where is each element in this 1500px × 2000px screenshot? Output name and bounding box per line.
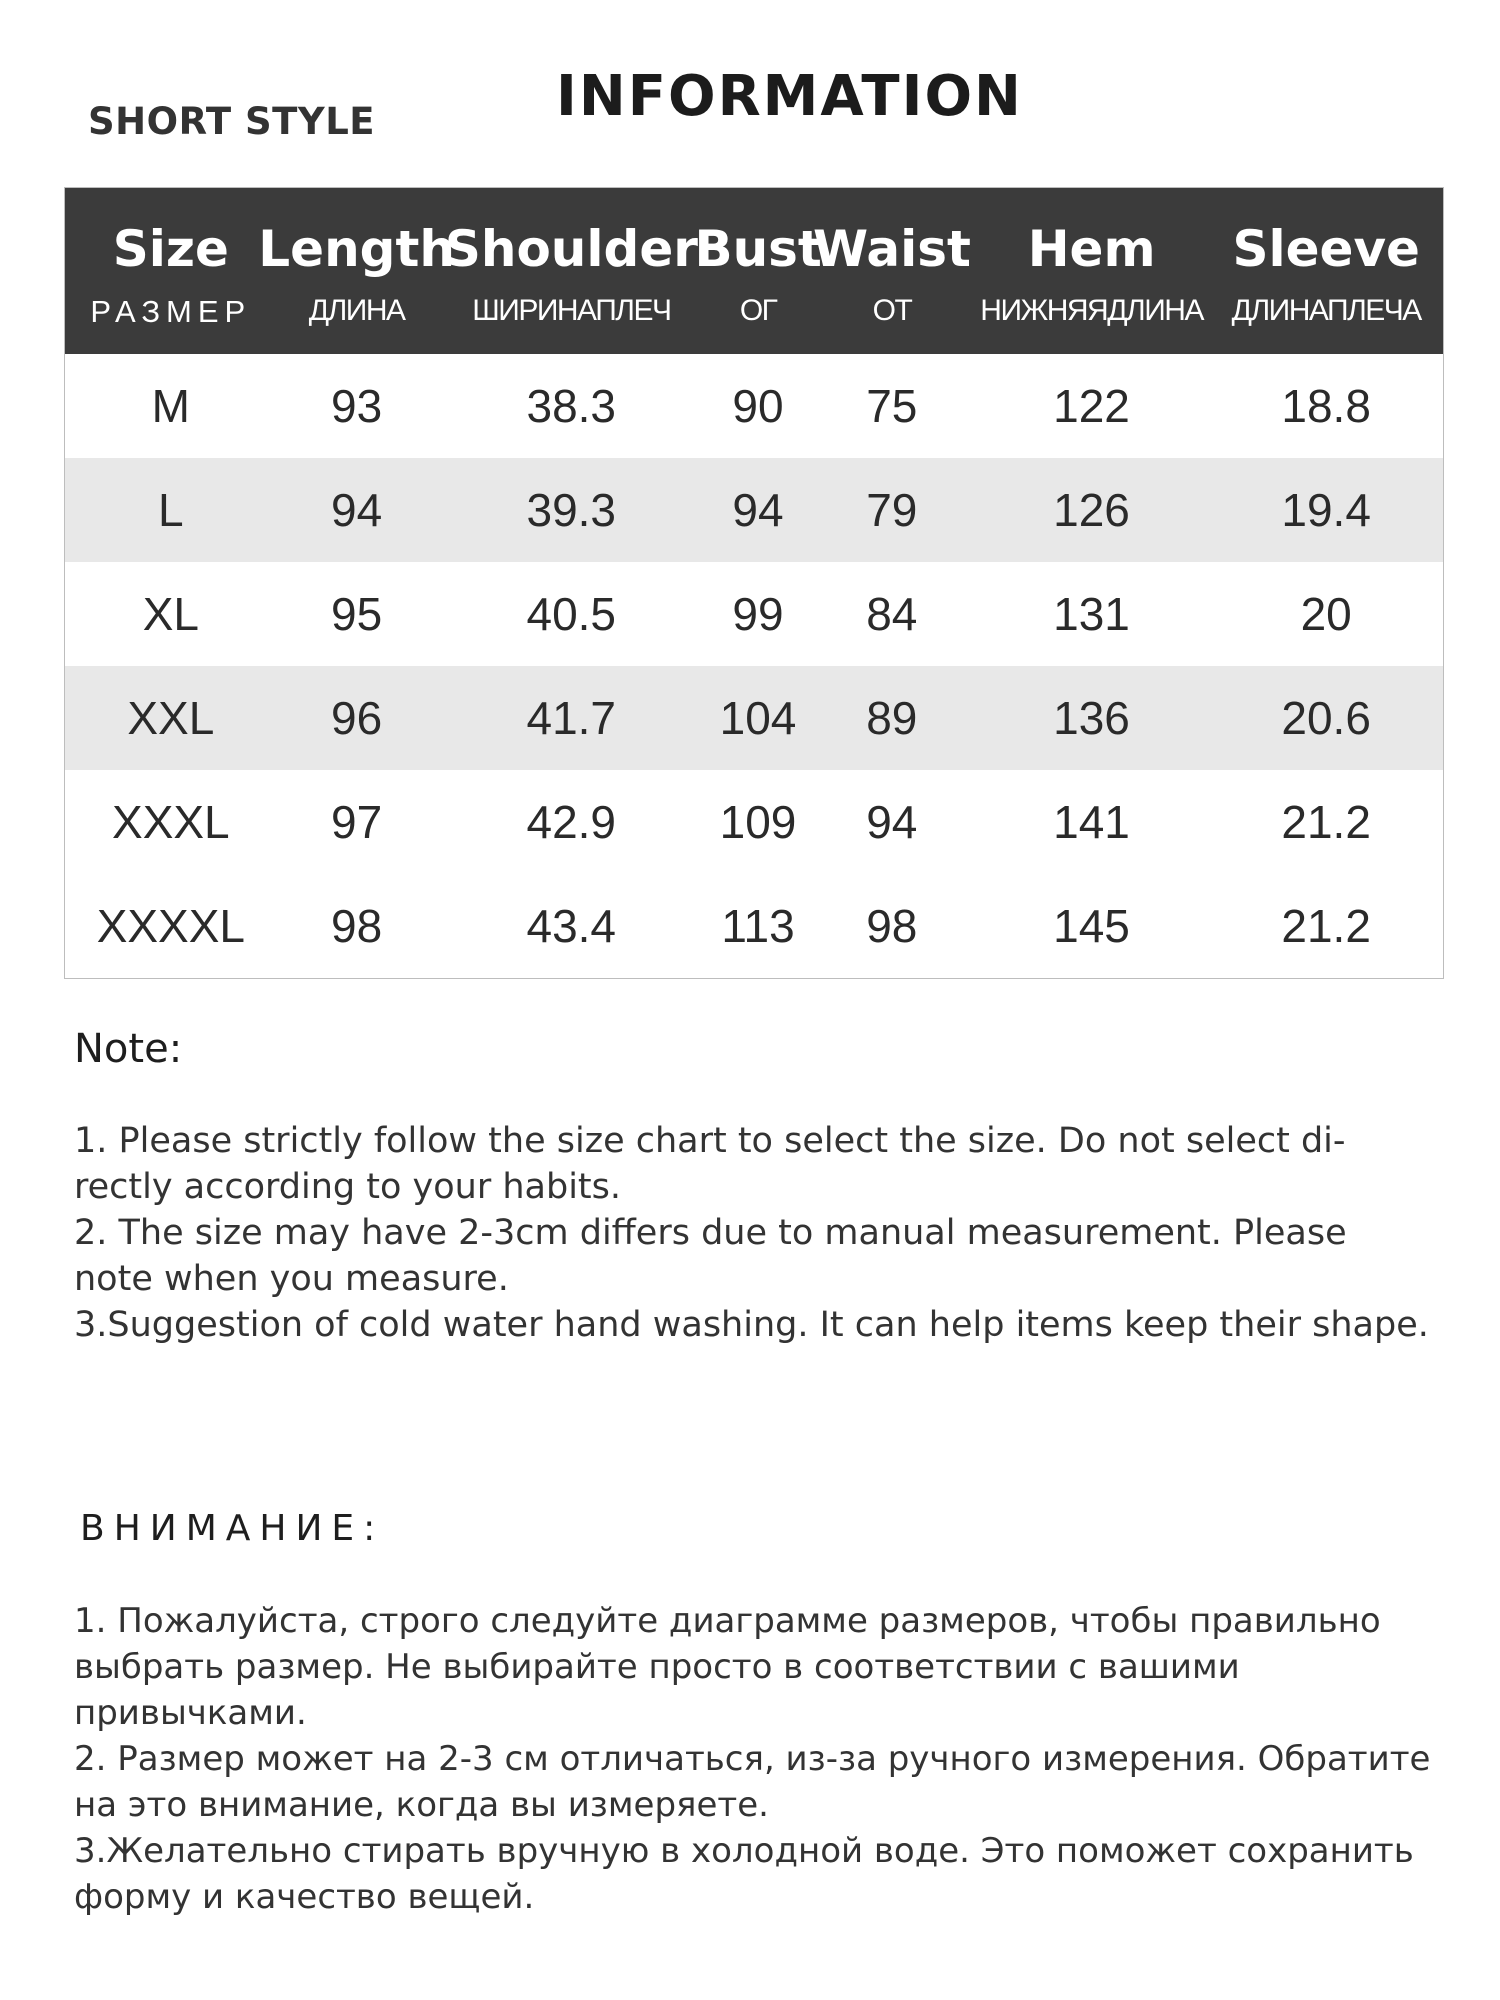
- header-sleeve: [1209, 188, 1443, 354]
- cell-size: XL: [142, 588, 199, 640]
- header-label-en: Hem: [1027, 220, 1156, 278]
- cell-bust: 90: [732, 380, 784, 432]
- header-label-en: Bust: [694, 220, 822, 278]
- cell-hem: 126: [1053, 484, 1130, 536]
- cell-length: 95: [330, 588, 383, 640]
- cell-size: M: [151, 380, 190, 432]
- cell-bust: 94: [732, 484, 784, 536]
- cell-shoulder: 40.5: [526, 588, 617, 640]
- header-label-en: Length: [258, 220, 455, 278]
- header-label-en: Waist: [813, 220, 971, 278]
- cell-bust: 113: [721, 900, 795, 952]
- cell-shoulder: 42.9: [526, 796, 617, 848]
- cell-sleeve: 21.2: [1281, 900, 1371, 952]
- note-item: 3.Suggestion of cold water hand washing. It can help items keep their shape.: [74, 1305, 1429, 1345]
- ru-note-list: [74, 1598, 1454, 1920]
- cell-shoulder: 38.3: [526, 380, 617, 432]
- note-item: 2. The size may have 2-3cm differs due to manual measurement. Please note when you measure.: [74, 1213, 1347, 1299]
- cell-size: XXXXL: [96, 900, 245, 952]
- header-label-ru: РАЗМЕР: [90, 293, 252, 329]
- header-shoulder: [437, 188, 707, 354]
- table-row: [65, 874, 1443, 978]
- header-label-ru: ОГ: [739, 294, 777, 327]
- cell-waist: 89: [866, 692, 918, 744]
- header-label-ru: ДЛИНАПЛЕЧА: [1231, 294, 1421, 327]
- cell-bust: 104: [719, 692, 797, 744]
- note-list: [74, 1118, 1434, 1348]
- cell-sleeve: 19.4: [1281, 484, 1371, 536]
- cell-waist: 84: [866, 588, 918, 640]
- cell-sleeve: 20: [1300, 588, 1352, 640]
- header-length: [258, 188, 455, 354]
- cell-length: 98: [330, 900, 383, 952]
- cell-waist: 75: [866, 380, 918, 432]
- header-label-ru: ДЛИНА: [308, 294, 405, 327]
- cell-shoulder: 41.7: [526, 692, 617, 744]
- header-size: [65, 188, 277, 354]
- cell-length: 97: [330, 796, 383, 848]
- cell-sleeve: 21.2: [1281, 796, 1371, 848]
- table-row: [65, 770, 1443, 874]
- cell-bust: 99: [732, 588, 784, 640]
- header-bust: [694, 188, 822, 354]
- ru-note-item: 1. Пожалуйста, строго следуйте диаграмме размеров, чтобы правильно выбрать размер. Не выбирайте просто в соответствии с вашими привычками.: [74, 1601, 1381, 1733]
- cell-hem: 141: [1053, 796, 1130, 848]
- cell-hem: 145: [1053, 900, 1130, 952]
- note-heading: Note:: [74, 1026, 183, 1072]
- cell-size: XXXL: [112, 796, 230, 848]
- header-label-en: Size: [112, 219, 229, 278]
- size-chart-table: [64, 187, 1444, 979]
- table-row: [65, 458, 1443, 562]
- cell-waist: 94: [866, 796, 918, 848]
- cell-shoulder: 43.4: [526, 900, 617, 952]
- page-title: INFORMATION: [556, 64, 1023, 129]
- header-hem: [974, 188, 1210, 354]
- cell-sleeve: 20.6: [1281, 692, 1371, 744]
- table-row: [65, 666, 1443, 770]
- cell-hem: 122: [1053, 380, 1130, 432]
- header-label-ru: ШИРИНАПЛЕЧ: [472, 294, 671, 327]
- cell-waist: 98: [866, 900, 918, 952]
- header-label-en: Shoulder: [444, 220, 698, 278]
- cell-length: 96: [330, 692, 383, 744]
- cell-length: 94: [330, 484, 383, 536]
- ru-note-item: 3.Желательно стирать вручную в холодной воде. Это поможет сохранить форму и качество вещей.: [74, 1831, 1414, 1917]
- header-label-en: Sleeve: [1232, 220, 1420, 278]
- table-header: [65, 188, 1443, 354]
- cell-bust: 109: [719, 796, 797, 848]
- cell-size: L: [158, 484, 184, 536]
- note-item: 1. Please strictly follow the size chart to select the size. Do not select di-rectly according to your habits.: [74, 1121, 1346, 1207]
- cell-waist: 79: [866, 484, 918, 536]
- cell-hem: 131: [1053, 588, 1130, 640]
- ru-note-item: 2. Размер может на 2-3 см отличаться, из-за ручного измерения. Обратите на это внимание, когда вы измеряете.: [74, 1739, 1431, 1825]
- header-label-ru: НИЖНЯЯДЛИНА: [980, 294, 1203, 327]
- header-label-ru: ОТ: [872, 294, 912, 327]
- cell-sleeve: 18.8: [1281, 380, 1371, 432]
- table-row: [65, 354, 1443, 458]
- ru-note-heading: ВНИМАНИЕ:: [80, 1508, 385, 1549]
- header-waist: [810, 188, 974, 354]
- cell-length: 93: [330, 380, 383, 432]
- cell-shoulder: 39.3: [526, 484, 617, 536]
- cell-hem: 136: [1053, 692, 1130, 744]
- cell-size: XXL: [127, 692, 215, 744]
- style-label: SHORT STYLE: [88, 100, 376, 143]
- table-row: [65, 562, 1443, 666]
